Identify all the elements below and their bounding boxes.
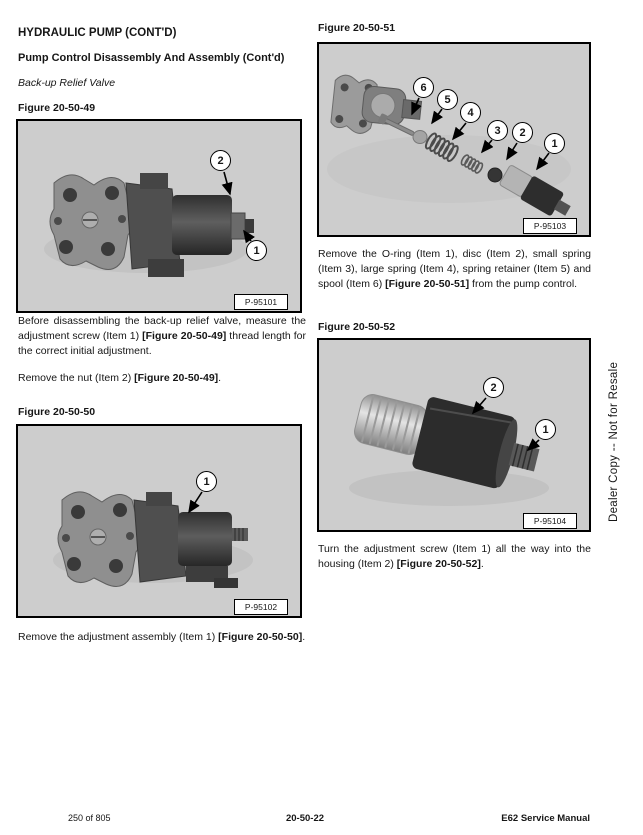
callout-6: 6 [413,77,434,98]
footer-manual-title: E62 Service Manual [501,813,590,824]
footer-page-number: 250 of 805 [68,813,111,823]
paragraph-text: Turn the adjustment screw (Item 1) all the way into the housing (Item 2) [318,543,591,570]
paragraph-text: . [480,558,484,570]
figure-caption-20-50-51: Figure 20-50-51 [318,22,396,34]
paragraph-text: Remove the nut (Item 2) [18,372,135,384]
section-title: HYDRAULIC PUMP (CONT'D) [18,27,177,39]
relief-valve-photo-art [18,121,300,311]
figure-20-50-52 [317,338,591,532]
callout-1: 1 [196,471,217,492]
callout-4: 4 [460,102,481,123]
callout-2: 2 [210,150,231,171]
photo-id-label: P-95103 [523,218,577,234]
callout-1: 1 [246,240,267,261]
photo-id-label: P-95102 [234,599,288,615]
figure-20-50-50 [16,424,302,618]
callout-5: 5 [437,89,458,110]
paragraph-remove-nut [18,371,306,386]
figure-reference: [Figure 20-50-50] [218,631,303,643]
paragraph-text: Remove the O-ring (Item 1), disc (Item 2), small spring (Item 3), large spring (Item 4), spring retainer (Item 5) and spool (Item 6) [318,248,591,290]
callout-1: 1 [535,419,556,440]
figure-reference: [Figure 20-50-51] [385,278,470,290]
paragraph-text: . [218,372,222,384]
paragraph-text: Before disassembling the back-up relief valve, measure the adjustment screw (Item 1) [18,315,306,342]
paragraph-before-disassembling [18,314,306,359]
callout-3: 3 [487,120,508,141]
figure-caption-20-50-49: Figure 20-50-49 [18,102,96,114]
paragraph-remove-oring [318,247,591,292]
subsection-title: Pump Control Disassembly And Assembly (Cont'd) [18,52,285,64]
callout-2: 2 [483,377,504,398]
paragraph-text: thread length for the correct initial adjustment. [18,330,306,357]
figure-caption-20-50-50: Figure 20-50-50 [18,406,96,418]
figure-20-50-49 [16,119,302,313]
callout-1: 1 [544,133,565,154]
paragraph-turn-adjustment-screw [318,542,591,572]
paragraph-text: from the pump control. [469,278,578,290]
sub-subsection-title: Back-up Relief Valve [18,77,116,89]
paragraph-remove-adjustment-assembly [18,630,306,645]
adjustment-assembly-photo-art [18,426,300,616]
photo-id-label: P-95101 [234,294,288,310]
figure-reference: [Figure 20-50-52] [396,558,481,570]
figure-reference: [Figure 20-50-49] [134,372,219,384]
paragraph-text: . [302,631,306,643]
figure-reference: [Figure 20-50-49] [142,330,227,342]
footer-section-code: 20-50-22 [285,813,325,824]
photo-id-label: P-95104 [523,513,577,529]
paragraph-text: Remove the adjustment assembly (Item 1) [18,631,219,643]
figure-20-50-51 [317,42,591,237]
callout-2: 2 [512,122,533,143]
dealer-copy-watermark: Dealer Copy -- Not for Resale [608,361,620,522]
figure-caption-20-50-52: Figure 20-50-52 [318,321,396,333]
